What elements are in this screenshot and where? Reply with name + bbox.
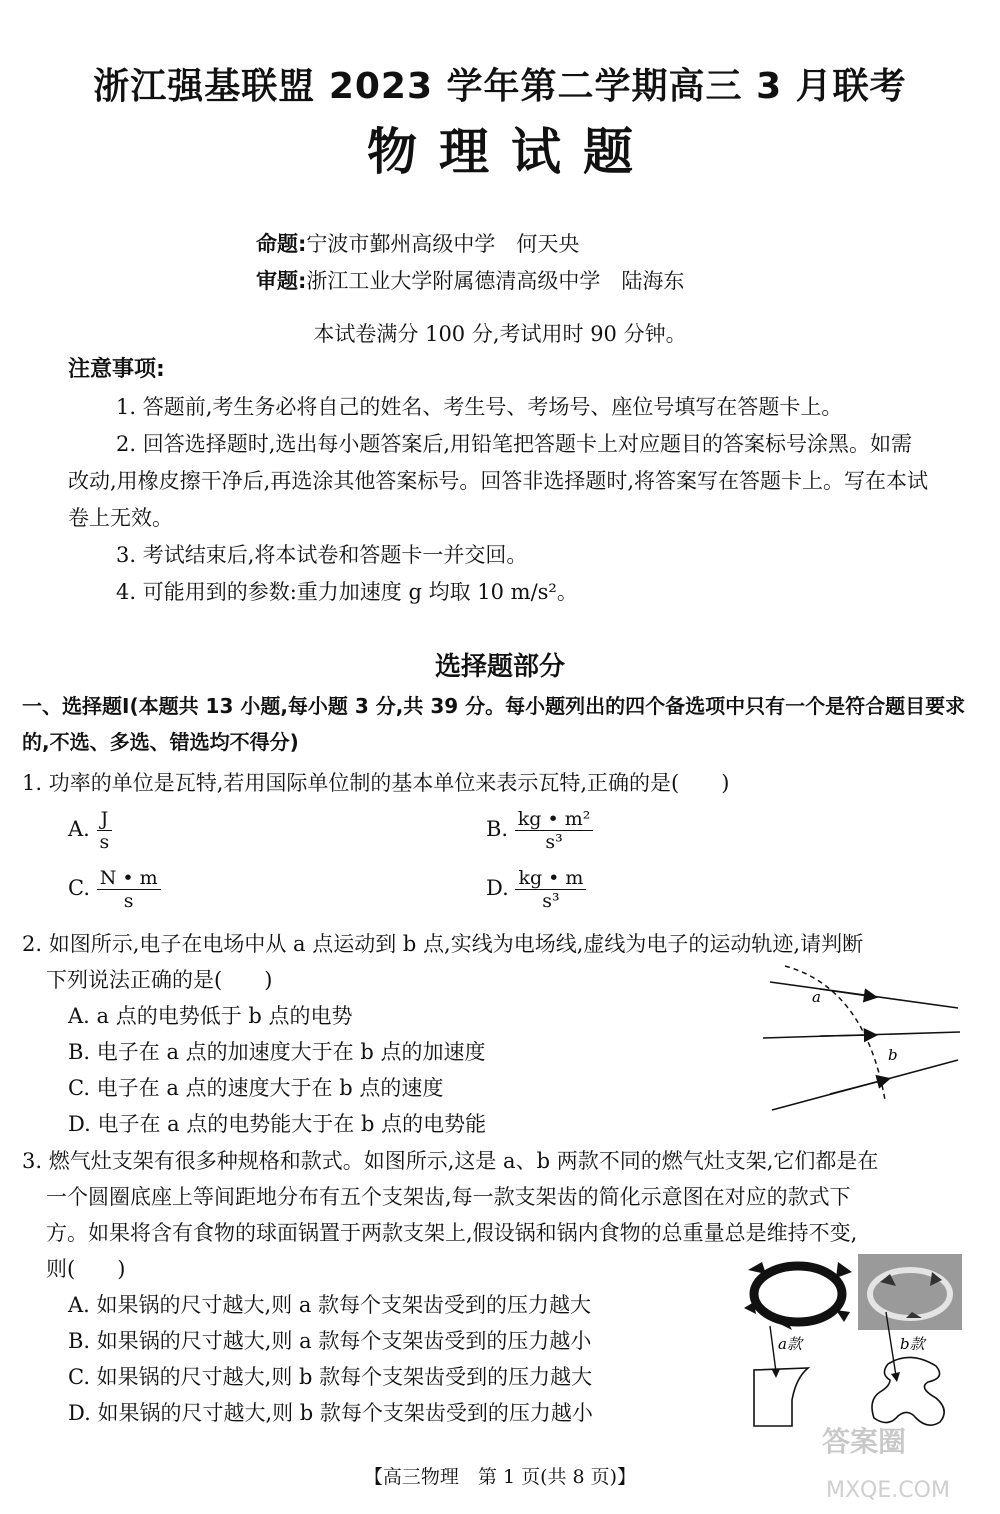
q2-option-c: C. 电子在 a 点的速度大于在 b 点的速度 bbox=[68, 1076, 444, 1100]
part-heading-text: 一、选择题Ⅰ(本题共 13 小题,每小题 3 分,共 39 分。每小题列出的四个备选项中只有一个是符合题目要求的,不选、多选、错选均不得分) bbox=[22, 694, 966, 754]
q1-c-den: s bbox=[123, 890, 134, 912]
tooth-a-diagram bbox=[754, 1368, 808, 1426]
setter-label: 命题: bbox=[256, 232, 307, 256]
notice-item-1: 1. 答题前,考生务必将自己的姓名、考生号、考场号、座位号填写在答题卡上。 bbox=[116, 395, 843, 419]
question-2-stem-line1: 2. 如图所示,电子在电场中从 a 点运动到 b 点,实线为电场线,虚线为电子的运动轨迹,请判断 bbox=[22, 932, 864, 956]
question-2-stem-line2: 下列说法正确的是( ) bbox=[46, 968, 273, 992]
style-b-label: b款 bbox=[900, 1335, 925, 1353]
q3-option-c: C. 如果锅的尺寸越大,则 b 款每个支架齿受到的压力越大 bbox=[68, 1365, 593, 1389]
point-b-label: b bbox=[888, 1046, 898, 1064]
q1-a-den: s bbox=[99, 831, 110, 853]
q3-option-b: B. 如果锅的尺寸越大,则 a 款每个支架齿受到的压力越小 bbox=[68, 1329, 592, 1353]
notice-item-3: 3. 考试结束后,将本试卷和答题卡一并交回。 bbox=[116, 543, 528, 567]
q2-option-a: A. a 点的电势低于 b 点的电势 bbox=[68, 1004, 353, 1028]
notice-item-2: 2. 回答选择题时,选出每小题答案后,用铅笔把答题卡上对应题目的答案标号涂黑。如需改动,用橡皮擦干净后,再选涂其他答案标号。回答非选择题时,将答案写在答题卡上。写在本试卷上无效。 bbox=[68, 432, 929, 530]
q2-option-b: B. 电子在 a 点的加速度大于在 b 点的加速度 bbox=[68, 1040, 486, 1064]
q1-option-c-label: C. bbox=[68, 876, 90, 900]
q1-option-d bbox=[486, 867, 586, 912]
q1-option-c-fraction bbox=[97, 867, 161, 912]
arrow-a-head bbox=[772, 1369, 780, 1378]
q1-b-den: s³ bbox=[545, 831, 563, 853]
q2-option-d: D. 电子在 a 点的电势能大于在 b 点的电势能 bbox=[68, 1112, 487, 1136]
page-footer: 【高三物理 第 1 页(共 8 页)】 bbox=[363, 1466, 637, 1488]
watermark-site: MXQE.COM bbox=[826, 1478, 950, 1503]
arrow-a-line bbox=[770, 1326, 776, 1372]
question-3-stem-line1: 3. 燃气灶支架有很多种规格和款式。如图所示,这是 a、b 两款不同的燃气灶支架,它们都是在 bbox=[22, 1149, 879, 1173]
support-b-image bbox=[858, 1254, 962, 1330]
q1-option-d-fraction bbox=[515, 867, 586, 912]
setter-value: 宁波市鄞州高级中学 何天央 bbox=[306, 232, 580, 256]
reviewer-label: 审题: bbox=[256, 269, 307, 293]
electric-field-figure bbox=[760, 960, 970, 1120]
arrow-b-head bbox=[891, 1372, 900, 1382]
point-a-label: a bbox=[812, 988, 821, 1006]
section-title: 选择题部分 bbox=[434, 652, 565, 682]
field-line-3-arrow bbox=[830, 1079, 888, 1094]
question-1-stem: 1. 功率的单位是瓦特,若用国际单位制的基本单位来表示瓦特,正确的是( ) bbox=[22, 771, 730, 795]
style-a-label: a款 bbox=[778, 1335, 802, 1353]
q1-option-b-fraction bbox=[515, 808, 594, 853]
q1-option-a-fraction bbox=[97, 808, 113, 853]
reviewer-line bbox=[256, 265, 684, 295]
setter-line bbox=[256, 228, 579, 258]
q1-b-num: kg • m² bbox=[515, 808, 594, 831]
q1-option-a bbox=[68, 808, 112, 853]
question-3-stem-line3: 方。如果将含有食物的球面锅置于两款支架上,假设锅和锅内食物的总重量总是维持不变, bbox=[46, 1221, 858, 1245]
notice-heading: 注意事项: bbox=[68, 357, 165, 382]
part-heading bbox=[22, 688, 970, 760]
field-line-2-arrow bbox=[820, 1035, 875, 1036]
exam-title: 浙江强基联盟 2023 学年第二学期高三 3 月联考 bbox=[93, 66, 907, 107]
watermark-logo: 答案圈 bbox=[822, 1425, 907, 1458]
q1-option-c bbox=[68, 867, 161, 912]
q1-d-num: kg • m bbox=[515, 867, 586, 890]
q1-d-den: s³ bbox=[542, 890, 560, 912]
tooth-b-diagram bbox=[872, 1357, 944, 1425]
q1-option-d-label: D. bbox=[486, 876, 509, 900]
support-a-image bbox=[744, 1262, 852, 1330]
q1-option-b bbox=[486, 808, 593, 853]
reviewer-value: 浙江工业大学附属德清高级中学 陆海东 bbox=[306, 269, 685, 293]
field-line-1-arrow bbox=[820, 989, 875, 997]
q1-option-a-label: A. bbox=[68, 817, 90, 841]
notice-item-4: 4. 可能用到的参数:重力加速度 g 均取 10 m/s²。 bbox=[116, 580, 578, 604]
q1-option-b-label: B. bbox=[486, 817, 509, 841]
q3-option-d: D. 如果锅的尺寸越大,则 b 款每个支架齿受到的压力越小 bbox=[68, 1401, 593, 1425]
exam-info: 本试卷满分 100 分,考试用时 90 分钟。 bbox=[313, 322, 687, 346]
question-3-stem-line4: 则( ) bbox=[46, 1257, 126, 1281]
subject-title: 物理试题 bbox=[367, 123, 655, 181]
q3-option-a: A. 如果锅的尺寸越大,则 a 款每个支架齿受到的压力越大 bbox=[68, 1293, 592, 1317]
stove-support-figure bbox=[740, 1252, 968, 1432]
q1-a-num: J bbox=[97, 808, 113, 831]
q1-c-num: N • m bbox=[97, 867, 161, 890]
question-3-stem-line2: 一个圆圈底座上等间距地分布有五个支架齿,每一款支架齿的简化示意图在对应的款式下 bbox=[46, 1185, 851, 1209]
